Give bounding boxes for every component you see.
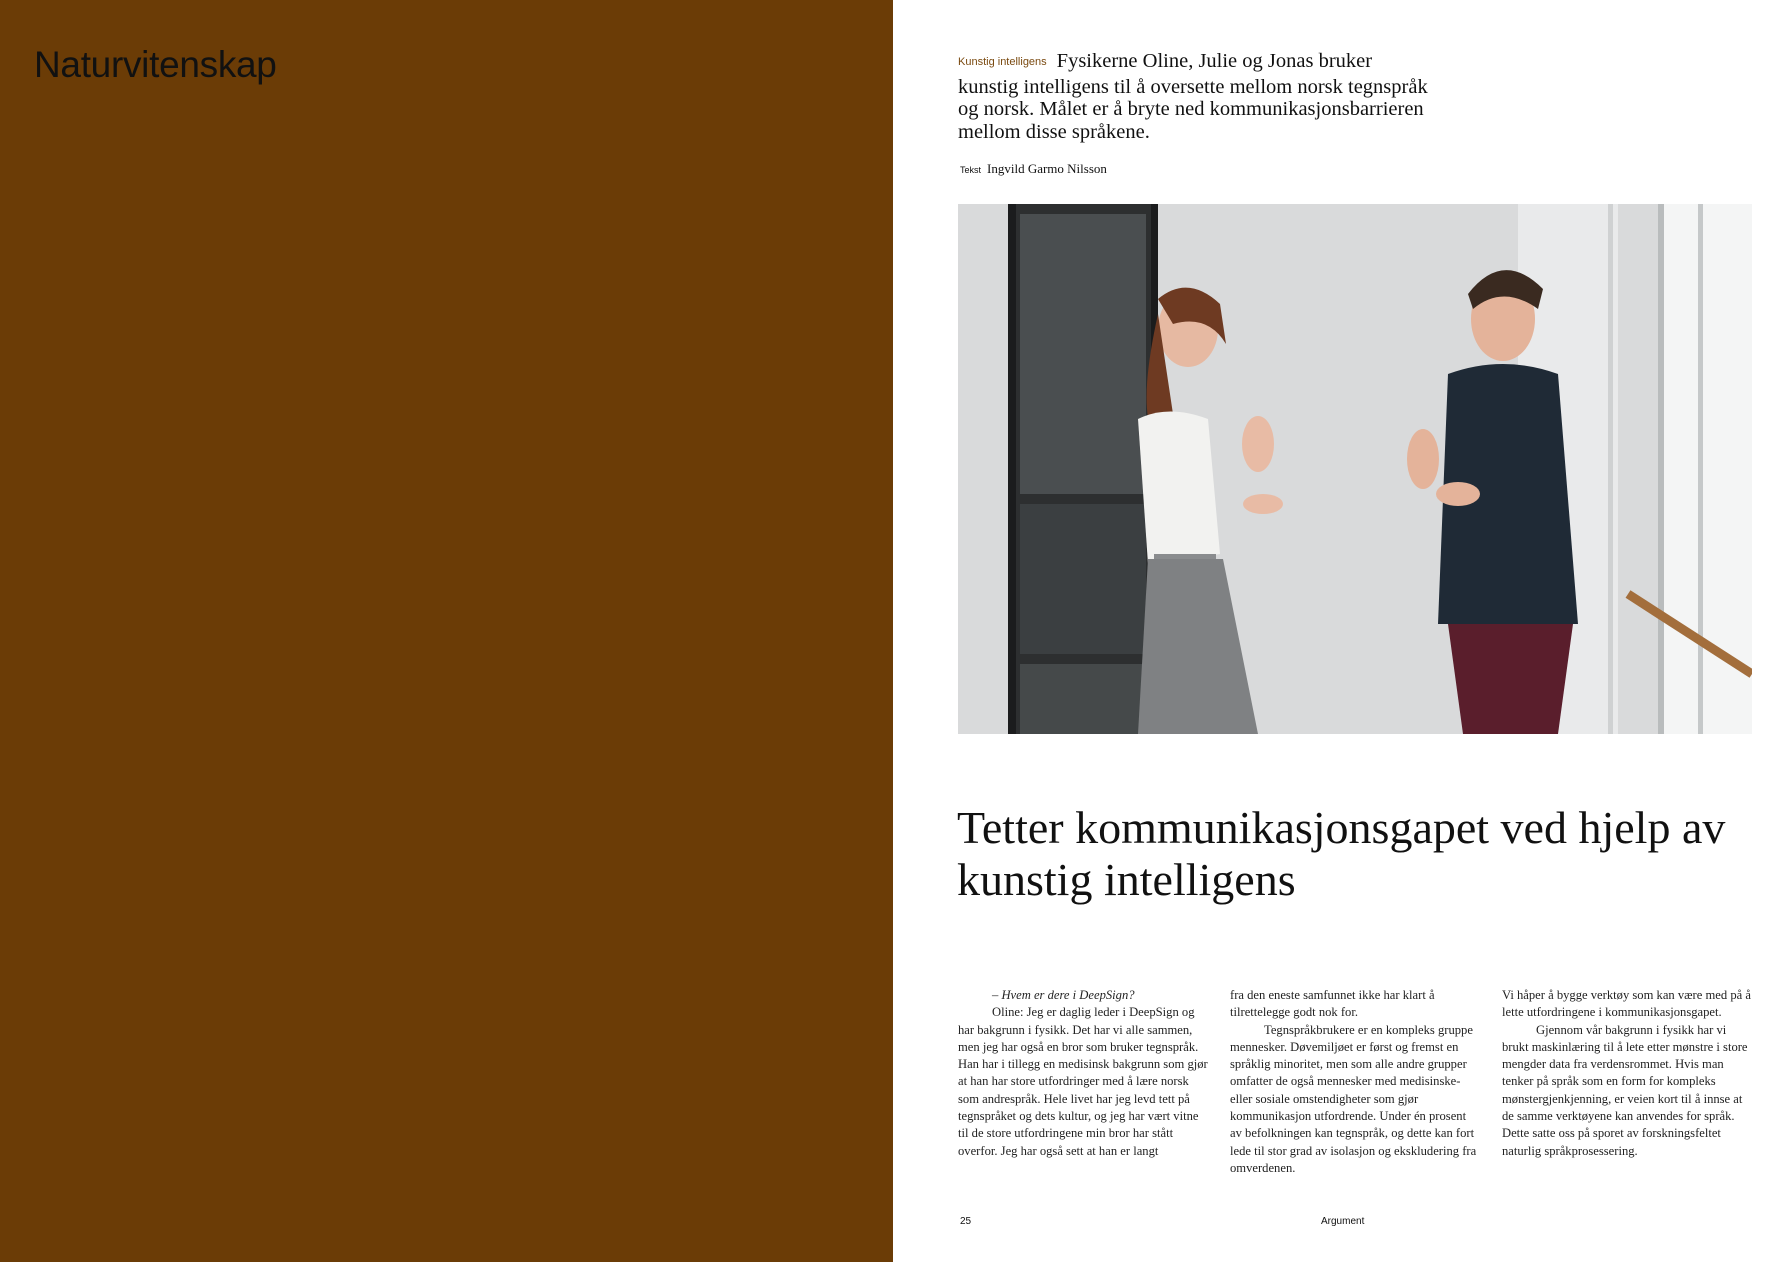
body-column-2 <box>1230 987 1481 1177</box>
lead-text: Fysikerne Oline, Julie og Jonas bruker kunstig intelligens til å oversette mellom norsk tegnspråk og norsk. Målet er å bryte ned kommunikasjonsbarrieren mellom disse språkene. <box>958 50 1428 143</box>
body-column-1 <box>958 987 1209 1177</box>
article-photo <box>958 204 1752 734</box>
byline-author: Ingvild Garmo Nilsson <box>987 161 1107 176</box>
article-body <box>958 987 1753 1177</box>
body-paragraph: Gjennom vår bakgrunn i fysikk har vi brukt maskinlæring til å lete etter mønstre i store mengder data fra verdensrommet. Hvis man tenker på språk som en form for kompleks mønstergjenkjenning, er veien kort til å innse at de samme verktøyene kan anvendes for språk. Dette satte oss på sporet av forskningsfeltet naturlig språkprosessering. <box>1502 1022 1748 1158</box>
right-page <box>893 0 1785 1262</box>
byline <box>960 161 1107 177</box>
body-column-3 <box>1502 987 1753 1177</box>
article-headline: Tetter kommunikasjonsgapet ved hjelp av kunstig intelligens <box>957 802 1726 905</box>
article-kicker: Kunstig intelligens <box>958 56 1047 68</box>
body-paragraph: Vi håper å bygge verktøy som kan være med på å lette utfordringene i kommunikasjonsgapet. <box>1502 988 1751 1020</box>
publication-name: Argument <box>1321 1216 1365 1227</box>
section-label: Naturvitenskap <box>34 44 277 85</box>
photo-illustration <box>958 204 1752 734</box>
body-paragraph: Oline: Jeg er daglig leder i DeepSign og har bakgrunn i fysikk. Det har vi alle sammen, men jeg har også en bror som bruker tegnspråk. Han har i tillegg en medisinsk bakgrunn som gjør at han har store utfordringer med å lære norsk som andrespråk. Hele livet har jeg levd tett på tegnspråket og dets kultur, og jeg har vært vitne til de store utfordringene min bror har stått overfor. Jeg har også sett at han er langt <box>958 1005 1208 1158</box>
page-number: 25 <box>960 1216 972 1227</box>
byline-label: Tekst <box>960 165 982 175</box>
body-paragraph: fra den eneste samfunnet ikke har klart å tilrettelegge godt nok for. <box>1230 988 1435 1020</box>
body-paragraph: Tegnspråkbrukere er en kompleks gruppe mennesker. Døvemiljøet er først og fremst en språklig minoritet, men som alle andre grupper omfatter de også mennesker med medisinske- eller sosiale omstendigheter som gjør kommunikasjon utfordrende. Under én prosent av befolkningen kan tegnspråk, og dette kan fort lede til stor grad av isolasjon og ekskludering fra omverdenen. <box>1230 1022 1477 1175</box>
article-lead <box>958 50 1428 143</box>
interview-question: – Hvem er dere i DeepSign? <box>992 988 1135 1002</box>
